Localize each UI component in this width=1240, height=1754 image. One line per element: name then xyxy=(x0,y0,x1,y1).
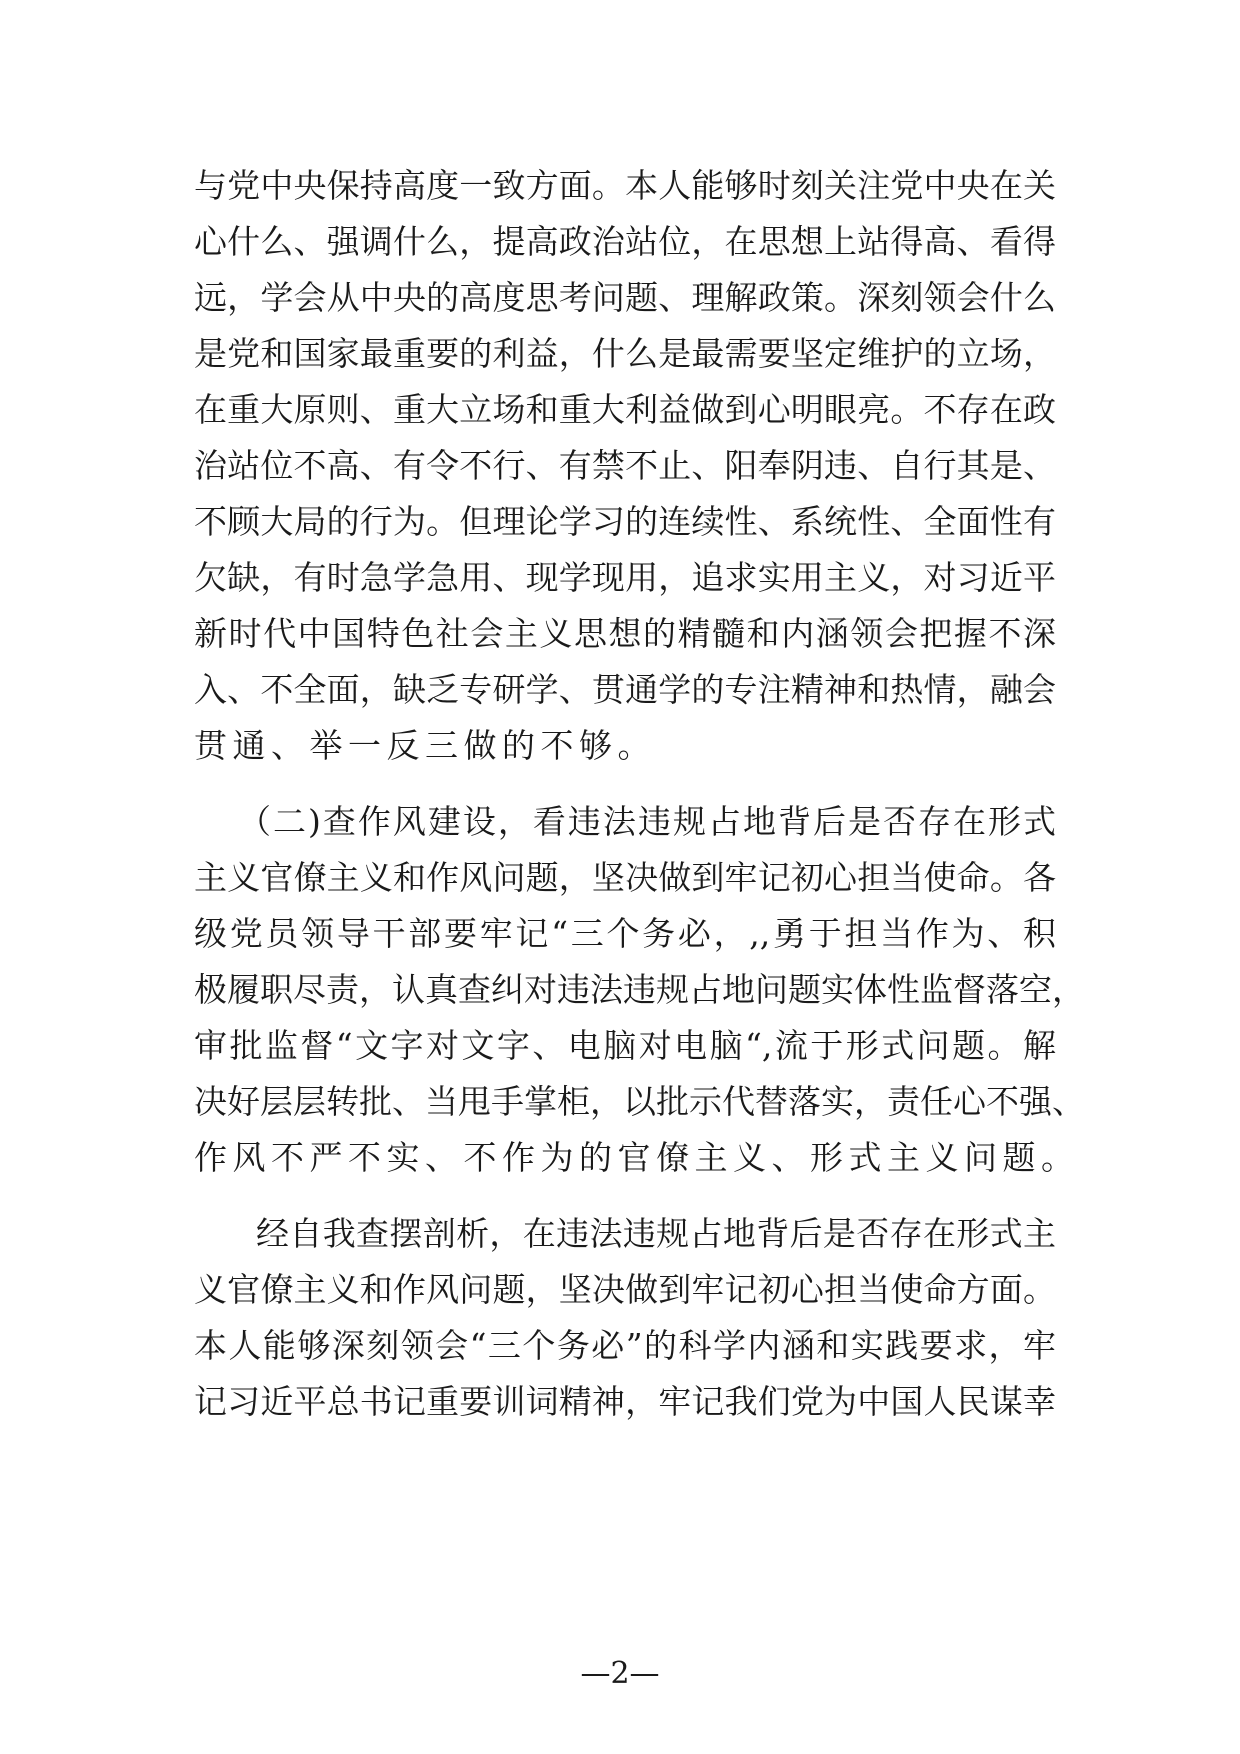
text-line: 极履职尽责，认真查纠对违法违规占地问题实体性监督落空， xyxy=(194,970,1085,1009)
text-line: 与党中央保持高度一致方面。本人能够时刻关注党中央在关 xyxy=(194,166,1056,205)
text-line: 治站位不高、有令不行、有禁不止、阳奉阴违、自行其是、 xyxy=(194,446,1056,485)
paragraph-3 xyxy=(194,1206,1056,1430)
text-line: 欠缺，有时急学急用、现学现用，追求实用主义，对习近平 xyxy=(194,558,1056,597)
text-line: 义官僚主义和作风问题，坚决做到牢记初心担当使命方面。 xyxy=(194,1270,1056,1309)
text-line: 心什么、强调什么，提高政治站位，在思想上站得高、看得 xyxy=(194,222,1056,261)
text-line: 主义官僚主义和作风问题，坚决做到牢记初心担当使命。各 xyxy=(194,858,1056,897)
text-line: 是党和国家最重要的利益，什么是最需要坚定维护的立场， xyxy=(194,334,1056,373)
text-line: 入、不全面，缺乏专研学、贯通学的专注精神和热情，融会 xyxy=(194,670,1056,709)
text-line: 远，学会从中央的高度思考问题、理解政策。深刻领会什么 xyxy=(194,278,1056,317)
text-line: 决好层层转批、当甩手掌柜，以批示代替落实，责任心不强、 xyxy=(194,1082,1085,1121)
document-body xyxy=(194,158,1085,1430)
text-line: 不顾大局的行为。但理论学习的连续性、系统性、全面性有 xyxy=(194,502,1056,541)
text-line: 本人能够深刻领会“三个务必”的科学内涵和实践要求，牢 xyxy=(194,1326,1056,1365)
text-line: 贯通、举一反三做的不够。 xyxy=(194,726,656,765)
text-line: 记习近平总书记重要训词精神，牢记我们党为中国人民谋幸 xyxy=(194,1382,1056,1421)
paragraph-spacer xyxy=(194,774,1056,794)
text-line: 作风不严不实、不作为的官僚主义、形式主义问题。 xyxy=(194,1138,1080,1177)
paragraph-2 xyxy=(194,794,1085,1186)
text-line: 经自我查摆剖析，在违法违规占地背后是否存在形式主 xyxy=(256,1214,1056,1253)
text-line: 在重大原则、重大立场和重大利益做到心明眼亮。不存在政 xyxy=(194,390,1056,429)
text-line: 新时代中国特色社会主义思想的精髓和内涵领会把握不深 xyxy=(194,614,1056,653)
page-number: —2— xyxy=(580,1656,660,1691)
paragraph-spacer xyxy=(194,1186,1056,1206)
text-line: 级党员领导干部要牢记“三个务必，,,勇于担当作为、积 xyxy=(194,914,1056,953)
paragraph-1 xyxy=(194,158,1056,774)
text-line: 审批监督“文字对文字、电脑对电脑“,流于形式问题。解 xyxy=(194,1026,1056,1065)
text-line: （二)查作风建设，看违法违规占地背后是否存在形式 xyxy=(238,802,1056,841)
